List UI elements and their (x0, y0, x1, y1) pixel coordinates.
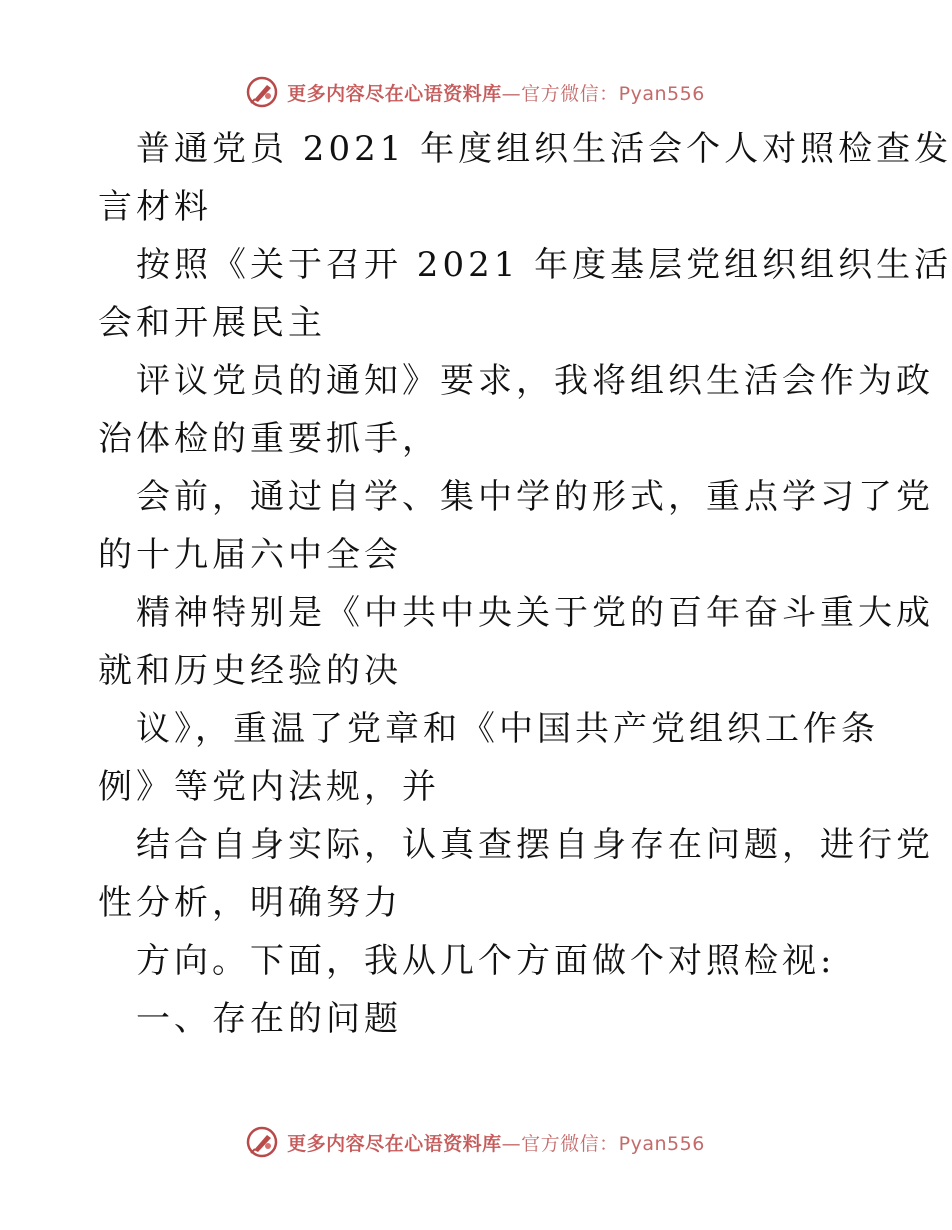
doc-line: 结合自身实际，认真查摆自身存在问题，进行党 (136, 825, 934, 865)
doc-line: 按照《关于召开 2021 年度基层党组织组织生活 (136, 245, 952, 285)
doc-line: 一、存在的问题 (136, 999, 402, 1039)
pen-logo-icon (245, 1125, 279, 1159)
doc-line: 例》等党内法规，并 (98, 767, 440, 807)
doc-line: 治体检的重要抓手， (98, 419, 440, 459)
watermark-text: 更多内容尽在心语资料库—官方微信：Pyan556 (287, 82, 705, 105)
doc-line: 会前，通过自学、集中学的形式，重点学习了党 (136, 477, 934, 517)
doc-line: 普通党员 2021 年度组织生活会个人对照检查发 (136, 129, 952, 169)
doc-line: 会和开展民主 (98, 303, 326, 343)
doc-line: 性分析，明确努力 (98, 883, 402, 923)
doc-line: 方向。下面，我从几个方面做个对照检视: (136, 941, 836, 981)
doc-line: 议》，重温了党章和《中国共产党组织工作条 (136, 709, 879, 749)
doc-line: 精神特别是《中共中央关于党的百年奋斗重大成 (136, 593, 934, 633)
document-body (98, 120, 952, 1048)
watermark-text: 更多内容尽在心语资料库—官方微信：Pyan556 (287, 1132, 705, 1155)
doc-line: 言材料 (98, 187, 212, 227)
header-watermark (0, 72, 950, 112)
doc-line: 就和历史经验的决 (98, 651, 402, 691)
footer-watermark (0, 1122, 950, 1162)
doc-line: 的十九届六中全会 (98, 535, 402, 575)
doc-line: 评议党员的通知》要求，我将组织生活会作为政 (136, 361, 934, 401)
pen-logo-icon (245, 75, 279, 109)
